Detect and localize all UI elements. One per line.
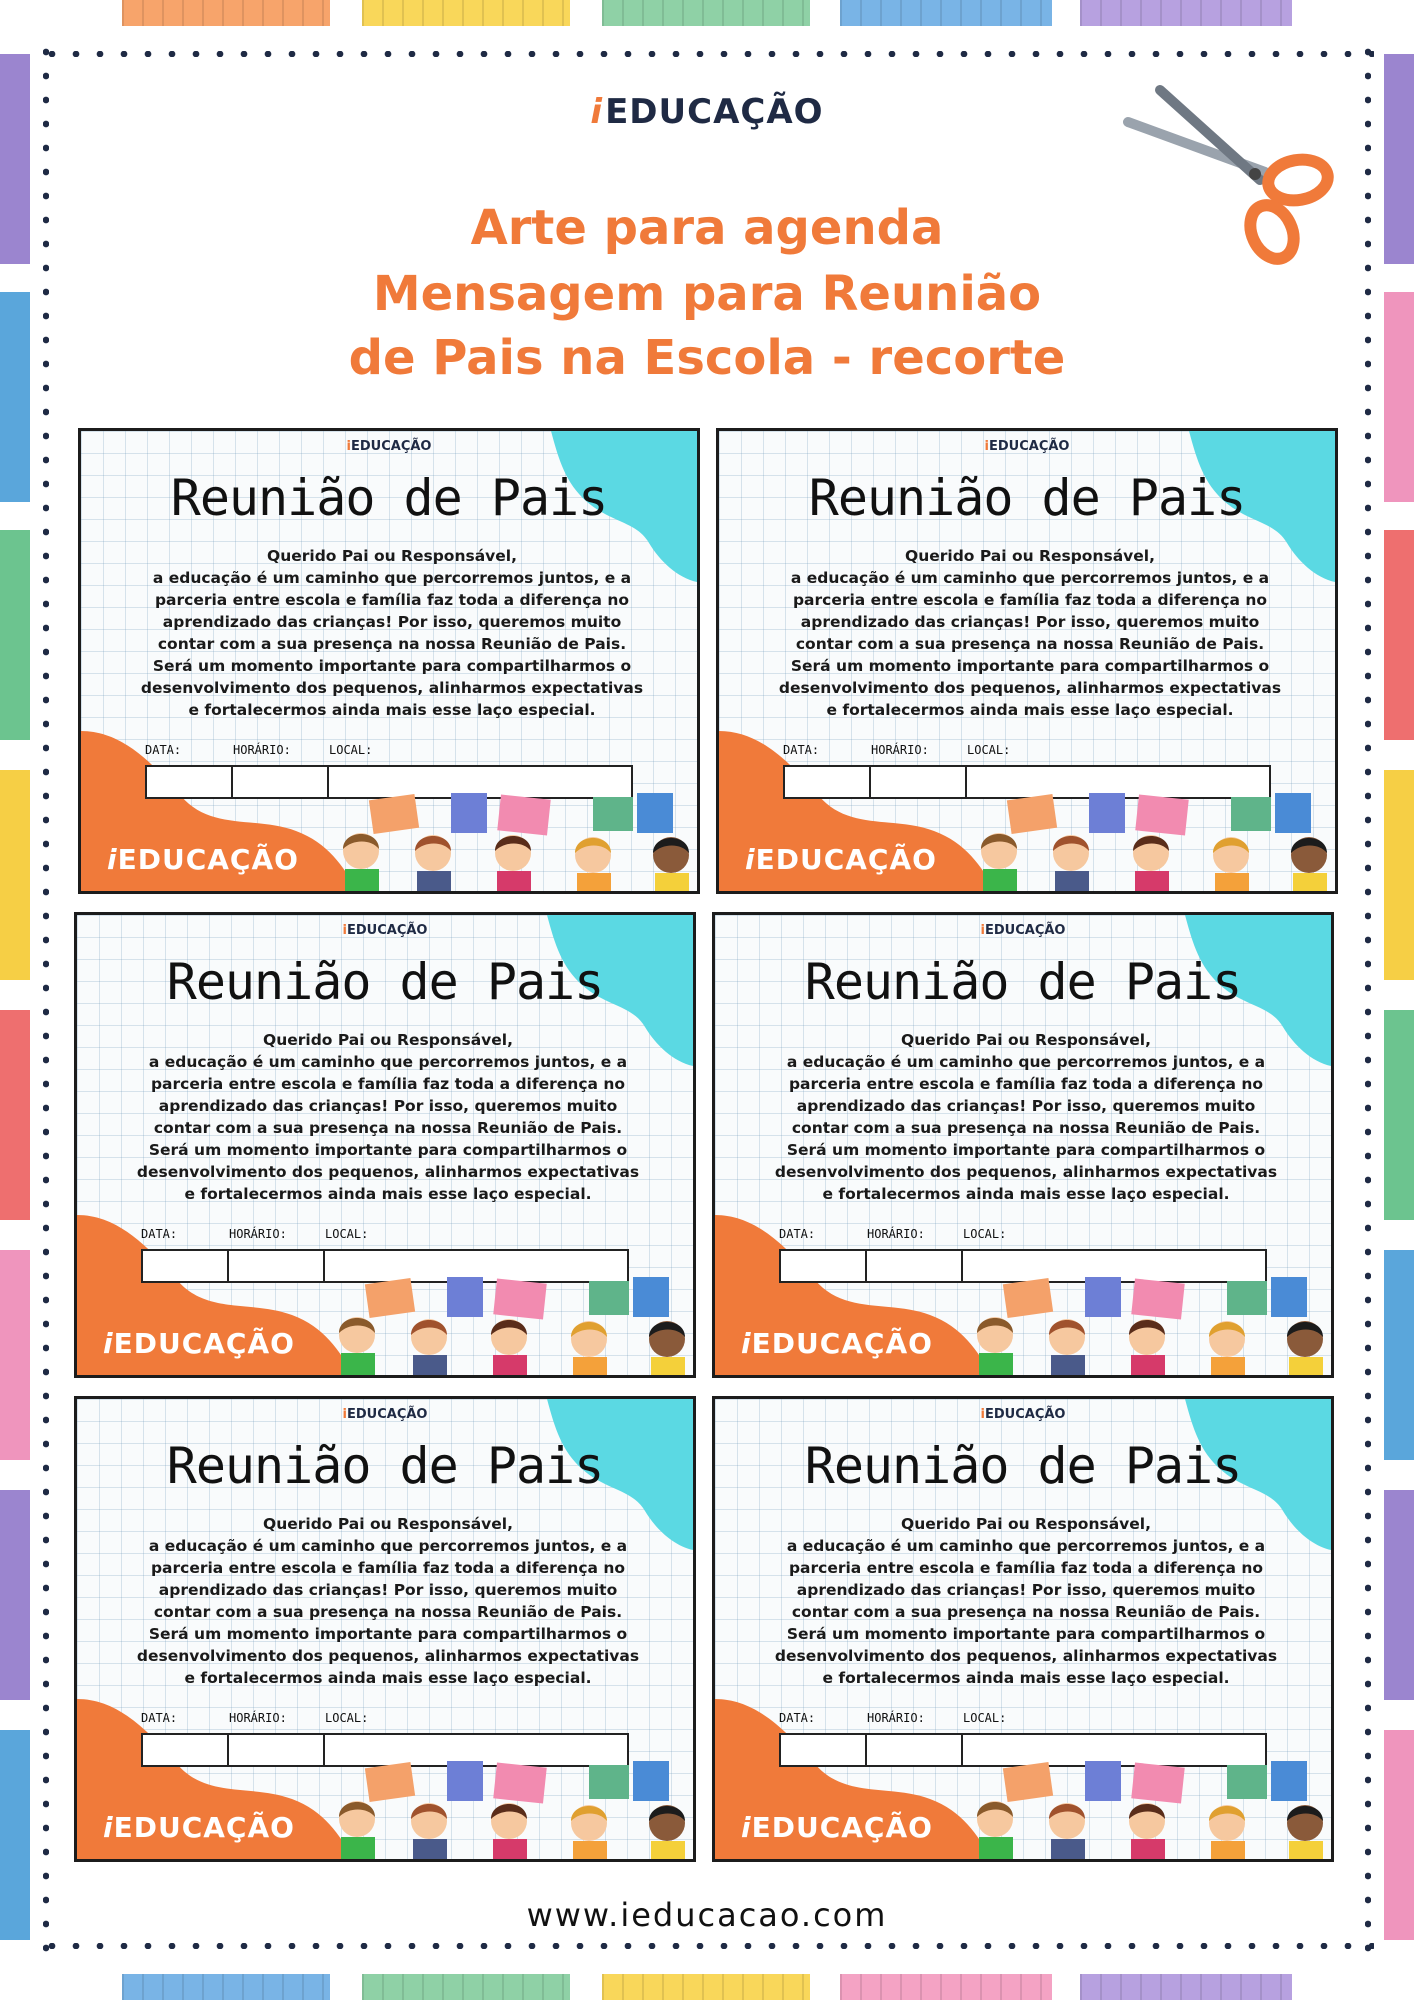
page-title-line-3: de Pais na Escola - recorte (348, 330, 1066, 386)
time-label: HORÁRIO: (233, 743, 291, 757)
card-message-line: Querido Pai ou Responsável, (263, 1031, 513, 1049)
card-brand-i-icon: i (346, 439, 351, 454)
card-message-line: parceria entre escola e família faz toda a diferença no (792, 591, 1268, 609)
page-title-line-1: Arte para agenda (470, 200, 944, 256)
card-message-line: aprendizado das crianças! Por isso, queremos muito (162, 613, 622, 631)
card-brand-text: EDUCAÇÃO (984, 923, 1066, 938)
card-message-line: parceria entre escola e família faz toda a diferença no (154, 591, 630, 609)
dotted-border-top (40, 51, 1374, 57)
time-label: HORÁRIO: (867, 1227, 925, 1241)
card-message-line: e fortalecermos ainda mais esse laço especial. (184, 1185, 592, 1203)
top-strip-purple (1080, 0, 1292, 26)
brand-logo-text: EDUCAÇÃO (605, 92, 824, 132)
right-strip-blue (1384, 1250, 1414, 1460)
card-footer-i-icon: i (745, 843, 756, 876)
meeting-card-3 (74, 912, 696, 1378)
place-label: LOCAL: (967, 743, 1011, 757)
time-field[interactable] (231, 765, 329, 799)
card-brand-text: EDUCAÇÃO (346, 923, 428, 938)
date-field[interactable] (141, 1249, 229, 1283)
card-brand-i-icon: i (984, 439, 989, 454)
date-field[interactable] (145, 765, 233, 799)
right-strip-red (1384, 530, 1414, 740)
card-title: Reunião de Pais (804, 953, 1242, 1011)
card-footer-logo (741, 1811, 933, 1844)
time-label: HORÁRIO: (867, 1711, 925, 1725)
card-footer-i-icon: i (103, 1327, 114, 1360)
date-label: DATA: (779, 1711, 816, 1725)
card-brand-i-icon: i (342, 1407, 347, 1422)
card-footer-logo (103, 1327, 295, 1360)
card-title: Reunião de Pais (804, 1437, 1242, 1495)
card-message-line: contar com a sua presença na nossa Reunião de Pais. (157, 635, 627, 653)
card-message-line: a educação é um caminho que percorremos juntos, e a (786, 1053, 1266, 1071)
date-field[interactable] (779, 1249, 867, 1283)
left-strip-red (0, 1010, 30, 1220)
card-message-line: parceria entre escola e família faz toda a diferença no (788, 1559, 1264, 1577)
card-message-line: desenvolvimento dos pequenos, alinharmos expectativas (778, 679, 1282, 697)
card-footer-logo-text: EDUCAÇÃO (113, 1811, 295, 1844)
time-field[interactable] (227, 1733, 325, 1767)
card-message (749, 545, 1311, 721)
place-label: LOCAL: (325, 1227, 369, 1241)
date-label: DATA: (783, 743, 820, 757)
children-illustration (331, 791, 700, 894)
card-title: Reunião de Pais (808, 469, 1246, 527)
top-strip-orange (122, 0, 330, 26)
top-strip-green (602, 0, 810, 26)
card-message-line: Querido Pai ou Responsável, (901, 1515, 1151, 1533)
card-message-line: contar com a sua presença na nossa Reunião de Pais. (795, 635, 1265, 653)
place-label: LOCAL: (325, 1711, 369, 1725)
card-brand (77, 1407, 693, 1422)
card-message-line: a educação é um caminho que percorremos juntos, e a (790, 569, 1270, 587)
card-message (111, 545, 673, 721)
card-message-line: parceria entre escola e família faz toda a diferença no (788, 1075, 1264, 1093)
card-message-line: contar com a sua presença na nossa Reunião de Pais. (153, 1603, 623, 1621)
website-url[interactable]: www.ieducacao.com (526, 1896, 888, 1934)
card-footer-logo (103, 1811, 295, 1844)
card-footer-i-icon: i (741, 1327, 752, 1360)
date-label: DATA: (141, 1711, 178, 1725)
card-message (107, 1513, 669, 1689)
time-field[interactable] (869, 765, 967, 799)
card-title: Reunião de Pais (166, 953, 604, 1011)
time-field[interactable] (227, 1249, 325, 1283)
card-brand-i-icon: i (980, 923, 985, 938)
meeting-card-2 (716, 428, 1338, 894)
page-title-line-2: Mensagem para Reunião (372, 266, 1042, 322)
place-label: LOCAL: (963, 1227, 1007, 1241)
card-message-line: a educação é um caminho que percorremos juntos, e a (148, 1053, 628, 1071)
logo-i-icon: i (590, 92, 604, 132)
right-strip-purple-2 (1384, 1490, 1414, 1700)
time-label: HORÁRIO: (229, 1711, 287, 1725)
left-strip-yellow (0, 770, 30, 980)
bottom-strip-yellow (602, 1974, 810, 2000)
card-message-line: e fortalecermos ainda mais esse laço especial. (826, 701, 1234, 719)
card-message-line: parceria entre escola e família faz toda a diferença no (150, 1559, 626, 1577)
card-brand (715, 1407, 1331, 1422)
meeting-card-5 (74, 1396, 696, 1862)
card-message-line: a educação é um caminho que percorremos juntos, e a (152, 569, 632, 587)
right-strip-yellow (1384, 770, 1414, 980)
card-message-line: Será um momento importante para compartilharmos o (152, 657, 632, 675)
card-title: Reunião de Pais (170, 469, 608, 527)
card-footer-logo (741, 1327, 933, 1360)
place-label: LOCAL: (329, 743, 373, 757)
place-label: LOCAL: (963, 1711, 1007, 1725)
card-message-line: e fortalecermos ainda mais esse laço especial. (822, 1185, 1230, 1203)
card-message-line: aprendizado das crianças! Por isso, queremos muito (158, 1097, 618, 1115)
card-message-line: Será um momento importante para compartilharmos o (148, 1625, 628, 1643)
card-message-line: a educação é um caminho que percorremos juntos, e a (786, 1537, 1266, 1555)
card-message-line: e fortalecermos ainda mais esse laço especial. (184, 1669, 592, 1687)
card-brand-i-icon: i (980, 1407, 985, 1422)
card-message-line: Querido Pai ou Responsável, (267, 547, 517, 565)
date-label: DATA: (779, 1227, 816, 1241)
meeting-card-1 (78, 428, 700, 894)
card-message-line: aprendizado das crianças! Por isso, queremos muito (158, 1581, 618, 1599)
card-message-line: Querido Pai ou Responsável, (901, 1031, 1151, 1049)
date-field[interactable] (141, 1733, 229, 1767)
children-illustration (965, 1759, 1334, 1862)
card-footer-i-icon: i (103, 1811, 114, 1844)
card-brand-text: EDUCAÇÃO (350, 439, 432, 454)
card-brand-text: EDUCAÇÃO (346, 1407, 428, 1422)
card-message-line: Querido Pai ou Responsável, (263, 1515, 513, 1533)
card-footer-i-icon: i (107, 843, 118, 876)
card-message-line: contar com a sua presença na nossa Reunião de Pais. (153, 1119, 623, 1137)
children-illustration (965, 1275, 1334, 1378)
card-message-line: desenvolvimento dos pequenos, alinharmos expectativas (136, 1647, 640, 1665)
time-field[interactable] (865, 1249, 963, 1283)
date-label: DATA: (145, 743, 182, 757)
children-illustration (327, 1759, 696, 1862)
left-strip-blue (0, 292, 30, 502)
top-strip-blue (840, 0, 1052, 26)
meeting-card-6 (712, 1396, 1334, 1862)
card-brand-text: EDUCAÇÃO (988, 439, 1070, 454)
date-field[interactable] (783, 765, 871, 799)
card-message (107, 1029, 669, 1205)
card-footer-logo-text: EDUCAÇÃO (117, 843, 299, 876)
card-message-line: desenvolvimento dos pequenos, alinharmos expectativas (136, 1163, 640, 1181)
card-message-line: Será um momento importante para compartilharmos o (790, 657, 1270, 675)
card-message (745, 1513, 1307, 1689)
card-message-line: contar com a sua presença na nossa Reunião de Pais. (791, 1119, 1261, 1137)
right-strip-pink (1384, 292, 1414, 502)
bottom-strip-pink (840, 1974, 1052, 2000)
card-footer-logo-text: EDUCAÇÃO (751, 1327, 933, 1360)
bottom-strip-green (362, 1974, 570, 2000)
card-message-line: Querido Pai ou Responsável, (905, 547, 1155, 565)
left-strip-green (0, 530, 30, 740)
card-message-line: e fortalecermos ainda mais esse laço especial. (822, 1669, 1230, 1687)
bottom-strip-purple (1080, 1974, 1292, 2000)
card-brand (719, 439, 1335, 454)
card-message-line: Será um momento importante para compartilharmos o (786, 1141, 1266, 1159)
meeting-card-4 (712, 912, 1334, 1378)
card-message-line: aprendizado das crianças! Por isso, queremos muito (800, 613, 1260, 631)
card-message-line: e fortalecermos ainda mais esse laço especial. (188, 701, 596, 719)
card-message-line: Será um momento importante para compartilharmos o (148, 1141, 628, 1159)
card-message-line: a educação é um caminho que percorremos juntos, e a (148, 1537, 628, 1555)
children-illustration (327, 1275, 696, 1378)
dotted-border-bottom (40, 1943, 1374, 1949)
card-title: Reunião de Pais (166, 1437, 604, 1495)
card-message-line: desenvolvimento dos pequenos, alinharmos expectativas (774, 1647, 1278, 1665)
card-message-line: parceria entre escola e família faz toda a diferença no (150, 1075, 626, 1093)
dotted-border-right (1365, 40, 1371, 1960)
date-label: DATA: (141, 1227, 178, 1241)
date-field[interactable] (779, 1733, 867, 1767)
dotted-border-left (43, 40, 49, 1960)
card-brand (77, 923, 693, 938)
card-message-line: Será um momento importante para compartilharmos o (786, 1625, 1266, 1643)
children-illustration (969, 791, 1338, 894)
card-message-line: aprendizado das crianças! Por isso, queremos muito (796, 1097, 1256, 1115)
card-footer-logo-text: EDUCAÇÃO (755, 843, 937, 876)
card-footer-logo (107, 843, 299, 876)
card-message-line: desenvolvimento dos pequenos, alinharmos expectativas (140, 679, 644, 697)
card-message-line: desenvolvimento dos pequenos, alinharmos expectativas (774, 1163, 1278, 1181)
card-message-line: aprendizado das crianças! Por isso, queremos muito (796, 1581, 1256, 1599)
top-strip-yellow (362, 0, 570, 26)
time-label: HORÁRIO: (229, 1227, 287, 1241)
card-brand (715, 923, 1331, 938)
card-message (745, 1029, 1307, 1205)
left-strip-purple-2 (0, 1490, 30, 1700)
bottom-strip-blue (122, 1974, 330, 2000)
card-footer-logo-text: EDUCAÇÃO (113, 1327, 295, 1360)
card-footer-logo (745, 843, 937, 876)
card-brand-text: EDUCAÇÃO (984, 1407, 1066, 1422)
left-strip-pink (0, 1250, 30, 1460)
card-brand-i-icon: i (342, 923, 347, 938)
card-message-line: contar com a sua presença na nossa Reunião de Pais. (791, 1603, 1261, 1621)
card-footer-logo-text: EDUCAÇÃO (751, 1811, 933, 1844)
card-brand (81, 439, 697, 454)
card-footer-i-icon: i (741, 1811, 752, 1844)
right-strip-green (1384, 1010, 1414, 1220)
time-field[interactable] (865, 1733, 963, 1767)
time-label: HORÁRIO: (871, 743, 929, 757)
